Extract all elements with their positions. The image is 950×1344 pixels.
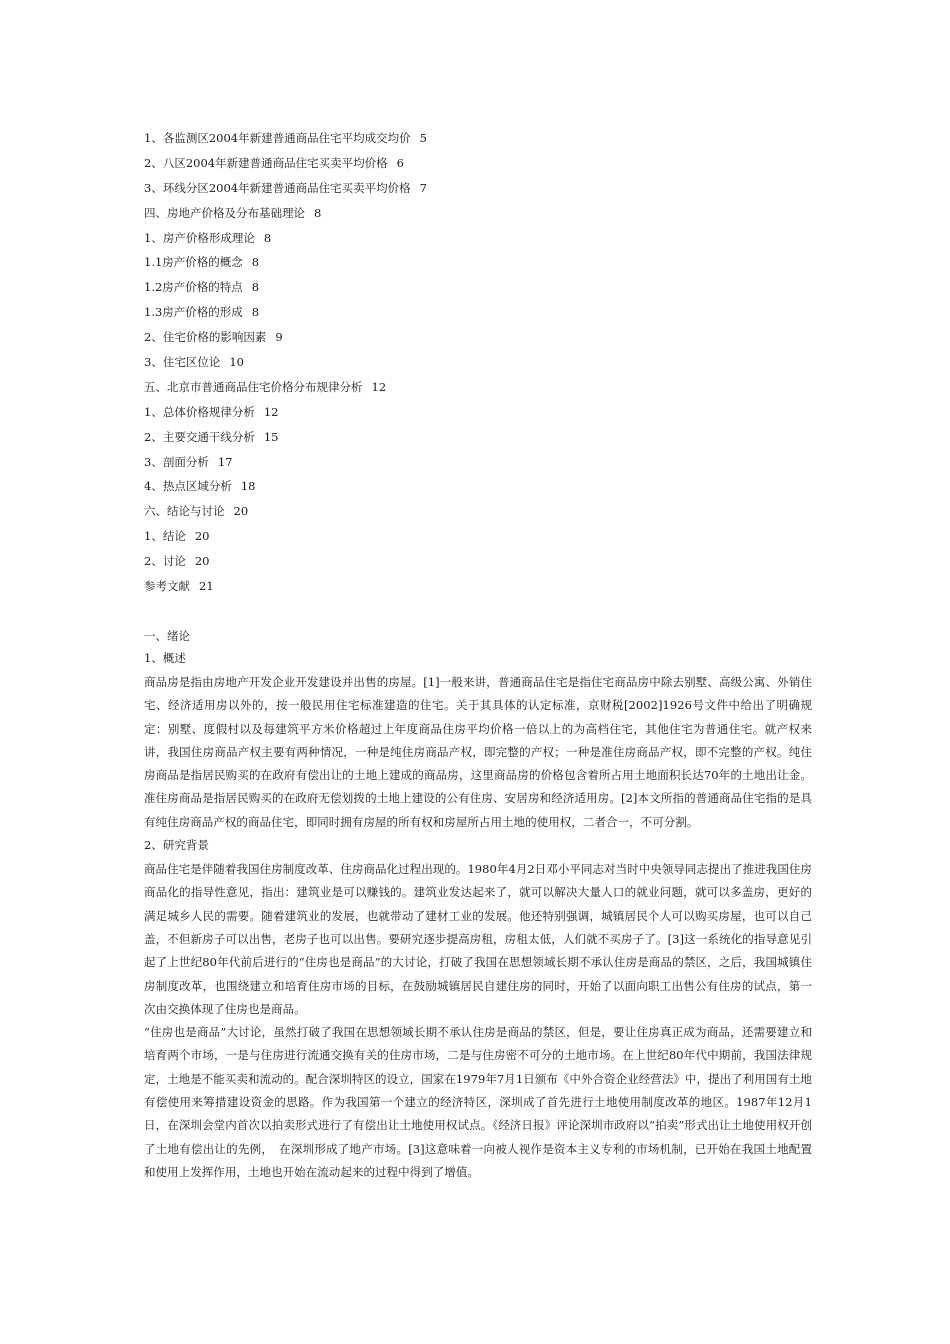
body-text bbox=[144, 625, 812, 1184]
toc-entry-title: 2、讨论 bbox=[144, 554, 186, 569]
toc-entry-page: 8 bbox=[251, 280, 260, 295]
toc-entry-title: 2、住宅价格的影响因素 bbox=[144, 330, 267, 345]
toc-entry-title: 1、结论 bbox=[144, 529, 186, 544]
toc-entry-title: 1.3房产价格的形成 bbox=[144, 305, 243, 320]
toc-entry-page: 21 bbox=[199, 579, 214, 594]
toc-entry-page: 5 bbox=[419, 131, 427, 145]
toc-entry bbox=[144, 226, 844, 251]
toc-entry-title: 五、北京市普通商品住宅价格分布规律分析 bbox=[144, 379, 363, 394]
toc-entry-title: 4、热点区域分析 bbox=[144, 479, 232, 494]
toc-entry-page: 17 bbox=[217, 454, 233, 469]
toc-entry-page: 20 bbox=[194, 529, 210, 544]
toc-entry bbox=[144, 275, 844, 300]
toc-entry-page: 8 bbox=[263, 230, 272, 245]
toc-entry bbox=[144, 250, 844, 275]
toc-entry-title: 3、环线分区2004年新建普通商品住宅买卖平均价格 bbox=[144, 180, 411, 195]
paragraph: 商品住宅是伴随着我国住房制度改革、住房商品化过程出现的。1980年4月2日邓小平同志对当时中央领导同志提出了推进我国住房商品化的指导性意见，指出：建筑业是可以赚钱的。建筑业发达起来了，就可以解决大量人口的就业问题，就可以多盖房，更好的满足城乡人民的需要。随着建筑业的发展，也就带动了建材工业的发展。他还特别强调，城镇居民个人可以购买房屋，也可以自己盖，不但新房子可以出售，老房子也可以出售。要研究逐步提高房租，房租太低，人们就不买房子了。[3]这一系统化的指导意见引起了上世纪80年代前后进行的“住房也是商品”的大讨论，打破了我国在思想领域长期不承认住房是商品的禁区，之后，我国城镇住房制度改革，也围绕建立和培育住房市场的目标，在鼓励城镇居民自建住房的同时，开始了以面向职工出售公有住房的试点，第一次由交换体现了住房也是商品。 bbox=[144, 862, 812, 1016]
toc-entry-title: 六、结论与讨论 bbox=[144, 504, 225, 519]
chapter-title: 一、绪论 bbox=[144, 629, 190, 643]
toc-entry-title: 1.1房产价格的概念 bbox=[144, 255, 243, 270]
table-of-contents bbox=[144, 126, 844, 599]
toc-entry bbox=[144, 425, 844, 450]
toc-entry-page: 6 bbox=[396, 155, 404, 170]
toc-entry bbox=[144, 350, 844, 375]
toc-entry bbox=[144, 450, 844, 475]
toc-entry bbox=[144, 524, 844, 549]
toc-entry bbox=[144, 549, 844, 574]
toc-entry-title: 3、住宅区位论 bbox=[144, 355, 221, 370]
toc-entry-title: 2、八区2004年新建普通商品住宅买卖平均价格 bbox=[144, 155, 388, 170]
toc-entry-title: 1、各监测区2004年新建普通商品住宅平均成交均价 bbox=[144, 131, 411, 145]
toc-entry bbox=[144, 400, 844, 425]
toc-entry-page: 7 bbox=[419, 180, 427, 195]
toc-entry-page: 8 bbox=[314, 205, 322, 220]
toc-entry-page: 8 bbox=[251, 255, 260, 270]
toc-entry bbox=[144, 126, 844, 151]
toc-entry-page: 20 bbox=[194, 554, 210, 569]
toc-entry-page: 10 bbox=[229, 355, 244, 370]
toc-entry-title: 1.2房产价格的特点 bbox=[144, 280, 243, 295]
toc-entry bbox=[144, 176, 844, 201]
toc-entry-title: 1、总体价格规律分析 bbox=[144, 404, 255, 419]
toc-entry bbox=[144, 201, 844, 226]
toc-entry-page: 12 bbox=[371, 379, 387, 394]
toc-entry-page: 8 bbox=[251, 305, 260, 320]
toc-entry-page: 12 bbox=[263, 404, 279, 419]
toc-entry-page: 9 bbox=[275, 330, 283, 345]
toc-entry bbox=[144, 375, 844, 400]
toc-entry-title: 1、房产价格形成理论 bbox=[144, 230, 255, 245]
toc-entry-title: 参考文献 bbox=[144, 579, 190, 594]
toc-entry bbox=[144, 151, 844, 176]
paragraph: “住房也是商品”大讨论，虽然打破了我国在思想领域长期不承认住房是商品的禁区，但是，要让住房真正成为商品，还需要建立和培育两个市场，一是与住房进行流通交换有关的住房市场，二是与住房密不可分的土地市场。在上世纪80年代中期前，我国法律规定，土地是不能买卖和流动的。配合深圳特区的设立，国家在1979年7月1日颁布《中外合资企业经营法》中，提出了利用国有土地有偿使用来筹措建设资金的思路。作为我国第一个建立的经济特区，深圳成了首先进行土地使用制度改革的地区。1987年12月1日，在深圳会堂内首次以拍卖形式进行了有偿出让土地使用权试点。《经济日报》评论深圳市政府以“拍卖”形式出让土地使用权开创了土地有偿出让的先例， 在深圳形成了地产市场。[3]这意味着一向被人视作是资本主义专利的市场机制，已开始在我国土地配置和使用上发挥作用，土地也开始在流动起来的过程中得到了增值。 bbox=[144, 1025, 812, 1179]
section-title: 2、研究背景 bbox=[144, 838, 209, 853]
toc-entry bbox=[144, 499, 844, 524]
toc-entry-title: 2、主要交通干线分析 bbox=[144, 429, 255, 444]
paragraph: 商品房是指由房地产开发企业开发建设并出售的房屋。[1]一般来讲，普通商品住宅是指住宅商品房中除去别墅、高级公寓、外销住宅、经济适用房以外的，按一般民用住宅标准建造的住宅。关于其具体的认定标准，京财税[2002]1926号文件中给出了明确规定：别墅、度假村以及每建筑平方米价格超过上年度商品住房平均价格一倍以上的为高档住宅，其他住宅为普通住宅。就产权来讲，我国住房商品产权主要有两种情况，一种是纯住房商品产权，即完整的产权；一种是准住房商品产权，即不完整的产权。纯住房商品是指居民购买的在政府有偿出让的土地上建成的商品房，这里商品房的价格包含着所占用土地面积长达70年的土地出让金。准住房商品是指居民购买的在政府无偿划拨的土地上建设的公有住房、安居房和经济适用房。[2]本文所指的普通商品住宅指的是具有纯住房商品产权的商品住宅，即同时拥有房屋的所有权和房屋所占用土地的使用权，二者合一，不可分割。 bbox=[144, 675, 812, 829]
toc-entry-page: 18 bbox=[240, 479, 256, 494]
toc-entry bbox=[144, 574, 844, 599]
toc-entry bbox=[144, 325, 844, 350]
toc-entry-page: 20 bbox=[233, 504, 249, 519]
toc-entry-page: 15 bbox=[263, 429, 279, 444]
toc-entry-title: 四、房地产价格及分布基础理论 bbox=[144, 205, 305, 220]
section-title: 1、概述 bbox=[144, 651, 186, 665]
toc-entry-title: 3、剖面分析 bbox=[144, 454, 209, 469]
toc-entry bbox=[144, 474, 844, 499]
toc-entry bbox=[144, 300, 844, 325]
